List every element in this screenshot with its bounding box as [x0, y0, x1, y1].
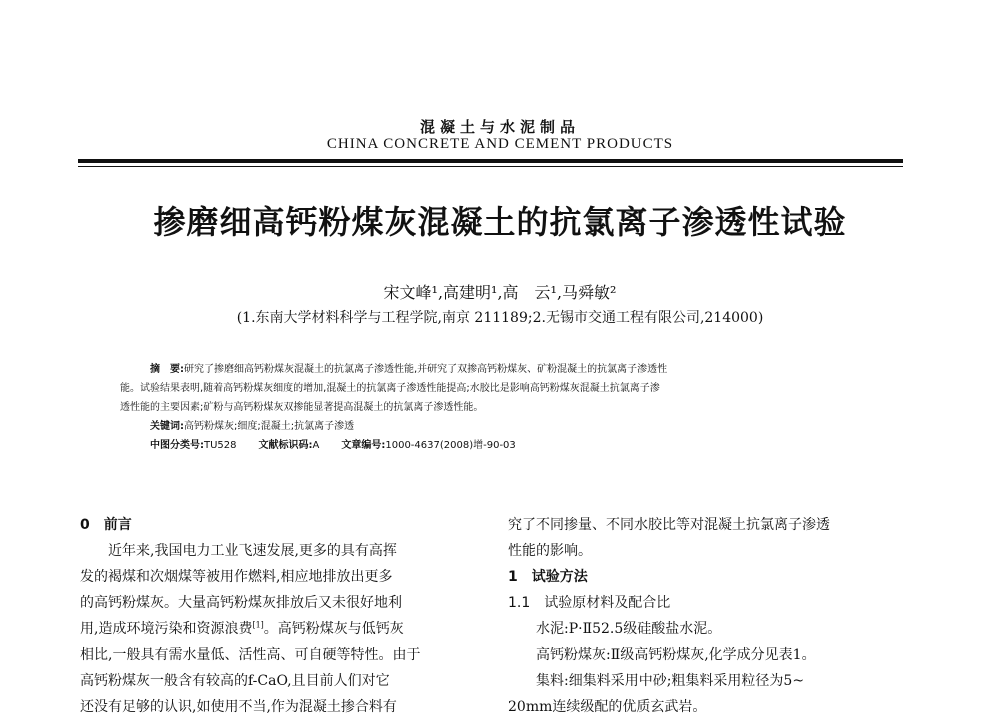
doc-code-value: A: [312, 440, 320, 451]
doc-code-label: 文献标识码:: [258, 440, 313, 451]
abstract-line-3: 透性能的主要因素;矿粉与高钙粉煤灰双掺能显著提高混凝土的抗氯离子渗透性能。: [120, 402, 484, 413]
section-heading-test-method: 1 试验方法: [508, 569, 588, 585]
right-line-2: 性能的影响。: [508, 543, 592, 559]
body-right-column: [508, 512, 918, 720]
citation-ref-1: [1]: [252, 620, 264, 630]
material-flyash: 高钙粉煤灰:Ⅱ级高钙粉煤灰,化学成分见表1。: [536, 647, 816, 663]
keywords-label: 关键词:: [150, 421, 184, 432]
intro-line-3: 的高钙粉煤灰。大量高钙粉煤灰排放后又未很好地利: [80, 595, 402, 611]
subsection-heading-materials: 1.1 试验原材料及配合比: [508, 595, 671, 611]
intro-line-5: 相比,一般具有需水量低、活性高、可自硬等特性。由于: [80, 647, 421, 663]
article-number-value: 1000-4637(2008)增-90-03: [385, 440, 516, 451]
intro-line-4-a: 用,造成环境污染和资源浪费: [80, 621, 253, 637]
keywords-text: 高钙粉煤灰;细度;混凝土;抗氯离子渗透: [184, 421, 355, 432]
material-aggregate-line-1: 集料:细集料采用中砂;粗集料采用粒径为5~: [536, 673, 805, 689]
material-aggregate-line-2: 20mm连续级配的优质玄武岩。: [508, 699, 707, 715]
article-number-label: 文章编号:: [341, 440, 386, 451]
journal-name-chinese: 混凝土与水泥制品: [419, 118, 580, 136]
article-authors: 宋文峰¹,高建明¹,高 云¹,马舜敏²: [383, 283, 617, 302]
abstract-label: 摘 要:: [150, 364, 184, 375]
intro-line-4-b: 。高钙粉煤灰与低钙灰: [263, 621, 404, 637]
header-rule-thin: [78, 166, 903, 167]
abstract-line-2: 能。试验结果表明,随着高钙粉煤灰细度的增加,混凝土的抗氯离子渗透性能提高;水胶比是影响高钙粉煤灰混凝土抗氯离子渗: [120, 383, 660, 394]
journal-name-english: CHINA CONCRETE AND CEMENT PRODUCTS: [326, 136, 674, 152]
body-left-column: [80, 512, 485, 720]
clc-value: TU528: [204, 440, 237, 451]
material-cement: 水泥:P·Ⅱ52.5级硅酸盐水泥。: [536, 621, 722, 637]
section-heading-introduction: 0 前言: [80, 517, 132, 533]
header-rule-thick: [78, 159, 903, 163]
abstract-line-1: 研究了掺磨细高钙粉煤灰混凝土的抗氯离子渗透性能,并研究了双掺高钙粉煤灰、矿粉混凝土的抗氯离子渗透性: [184, 364, 668, 375]
intro-line-2: 发的褐煤和次烟煤等被用作燃料,相应地排放出更多: [80, 569, 393, 585]
abstract-block: [120, 360, 885, 455]
clc-label: 中图分类号:: [150, 440, 204, 451]
right-line-1: 究了不同掺量、不同水胶比等对混凝土抗氯离子渗透: [508, 517, 830, 533]
intro-line-6: 高钙粉煤灰一般含有较高的f-CaO,且目前人们对它: [80, 673, 390, 689]
article-title: 掺磨细高钙粉煤灰混凝土的抗氯离子渗透性试验: [153, 203, 847, 241]
intro-line-7: 还没有足够的认识,如使用不当,作为混凝土掺合料有: [80, 699, 397, 715]
article-affiliations: (1.东南大学材料科学与工程学院,南京 211189;2.无锡市交通工程有限公司,214000): [236, 310, 764, 326]
intro-line-4: [80, 616, 485, 642]
intro-line-1: 近年来,我国电力工业飞速发展,更多的具有高挥: [108, 543, 397, 559]
